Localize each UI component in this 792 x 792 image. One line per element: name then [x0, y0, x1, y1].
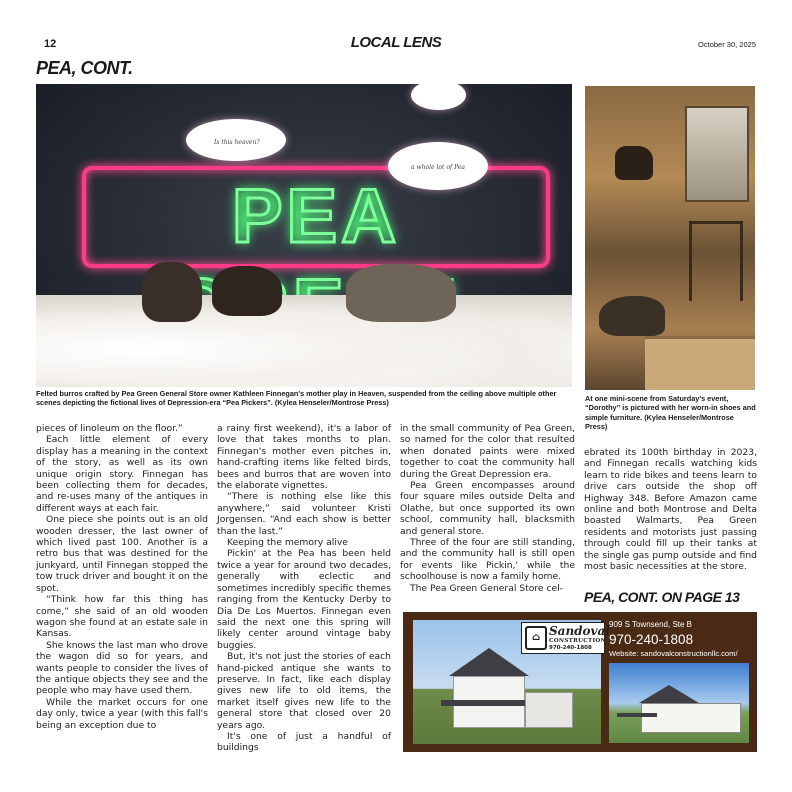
- ad-phone[interactable]: 970-240-1808: [609, 632, 694, 647]
- paragraph: While the market occurs for one day only, twice a year (with this fall's being an exception due to: [36, 696, 208, 731]
- logo-phone: 970-240-1808: [549, 645, 592, 651]
- paragraph: It's one of just a handful of buildings: [217, 730, 391, 754]
- burro-2: [212, 266, 282, 316]
- paragraph: “Think how far this thing has come,” she said of an old wooden wagon she found at an estate sale in Kansas.: [36, 594, 208, 640]
- paragraph: One piece she points out is an old wooden dresser, the last owner of which lived past 100. Another is a retro bus that was destined for the junkyard, until Finnegan stopped the tow truck driver and bought it on the spot.: [36, 514, 208, 594]
- body-column-2: [217, 423, 391, 754]
- main-photo: [36, 84, 572, 387]
- cloud-left-label: Is this heaven?: [214, 139, 260, 146]
- ad-address: 909 S Townsend, Ste B: [609, 620, 693, 629]
- cloud-top: [411, 84, 466, 110]
- subheading: Keeping the memory alive: [227, 537, 348, 549]
- wooden-chair: [689, 221, 743, 301]
- side-photo: [585, 86, 755, 390]
- house2-body: [641, 703, 741, 733]
- house-wing: [525, 692, 573, 728]
- section-title: LOCAL LENS: [350, 34, 442, 51]
- ad-house-photo-2: [609, 663, 749, 743]
- story-kicker: PEA, CONT.: [36, 58, 133, 78]
- paragraph: ebrated its 100th birthday in 2023, and Finnegan recalls watching kids learn to ride bikes and teens learn to drive cars outside the shop off Highway 348. Before Amazon came online and both Montrose and Delta boasted Walmarts, Pea Green residents and motorists just passing through could fill up their tanks at the single gas pump outside and find most basic necessities at the store.: [584, 447, 757, 573]
- jump-line[interactable]: PEA, CONT. ON PAGE 13: [584, 589, 740, 605]
- paragraph: Pea Green encompasses around four square miles outside Delta and Olathe, but once supported its own school, community hall, blacksmith and general store.: [400, 480, 575, 537]
- cotton-clouds: [36, 295, 572, 387]
- worn-shoe: [599, 296, 665, 336]
- main-photo-caption: Felted burros crafted by Pea Green General Store owner Kathleen Finnegan's mother play in Heaven, suspended from the ceiling above multiple other scenes depicting the fictional lives of Depression-era “Pea Pickers”. (Kylea Henseler/Montrose Press): [36, 389, 557, 408]
- paragraph: But, it's not just the stories of each hand-picked antique she wants to preserve. In fact, like each display gives new life to old items, the market itself gives new life to the general store that closed over 20 years ago.: [217, 651, 391, 731]
- paragraph: in the small community of Pea Green, so named for the color that resulted when donated paints were mixed together to coat the community hall during the Great Depression era.: [400, 423, 575, 480]
- body-column-4: [584, 447, 757, 572]
- paragraph: Three of the four are still standing, and the community hall is still open for events like Pickin,' while the schoolhouse is now a family home.: [400, 537, 575, 583]
- house2-roof: [639, 685, 699, 703]
- logo-name: Sandoval: [549, 624, 610, 638]
- body-column-3: [400, 423, 575, 594]
- issue-date: October 30, 2025: [698, 40, 756, 49]
- paragraph: pieces of linoleum on the floor.”: [36, 423, 183, 434]
- cloud-right-label: a whole lot of Pea: [411, 164, 465, 171]
- paragraph: The Pea Green General Store cel-: [410, 582, 564, 594]
- paragraph: She knows the last man who drove the wagon did so for years, and wants people to consider the lives of the antique objects they see and the people who may have used them.: [36, 639, 208, 697]
- photo-portrait: [685, 106, 749, 202]
- body-column-1: [36, 423, 208, 731]
- paragraph: “There is nothing else like this anywhere,” said volunteer Kristi Jorgensen. “And each show is better than the last.”: [217, 491, 391, 537]
- horse-figure: [615, 146, 653, 180]
- neon-sign-text: PEA: [231, 174, 401, 259]
- sandoval-logo: [521, 622, 610, 654]
- paragraph: Pickin' at the Pea has been held twice a year for around two decades, generally with eclectic and sometimes incredibly specific themes ranging from the Kentucky Derby to Dia De Los Muertos. Finnegan even said the next one this spring will likely center around vintage baby buggies.: [217, 548, 391, 651]
- logo-subtitle: CONSTRUCTION: [549, 638, 606, 644]
- house-roof: [449, 648, 529, 676]
- house-logo-icon: ⌂: [525, 626, 547, 650]
- page-number: 12: [44, 38, 57, 50]
- burro-1: [142, 262, 202, 322]
- burro-3: [346, 264, 456, 322]
- house-porch: [441, 700, 525, 706]
- paragraph: Each little element of every display has a meaning in the context of the story, as well as its own unique origin story. Finnegan has been collecting them for decades, and re-uses many of the antiques in different ways at each fair.: [36, 434, 208, 514]
- house2-porch: [617, 713, 657, 717]
- paragraph: a rainy first weekend), it's a labor of love that takes months to plan. Finnegan's mother even pitches in, hand-crafting items like felted birds, bees and burros that are woven into the elaborate vignettes.: [217, 423, 391, 492]
- wooden-crate: [645, 336, 755, 390]
- ad-website[interactable]: Website: sandovalconstructionllc.com/: [609, 649, 738, 658]
- sandoval-ad[interactable]: [403, 612, 757, 752]
- side-photo-caption: At one mini-scene from Saturday's event, “Dorothy” is pictured with her worn-in shoes and simple furniture. (Kylea Henseler/Montrose Press): [585, 394, 756, 431]
